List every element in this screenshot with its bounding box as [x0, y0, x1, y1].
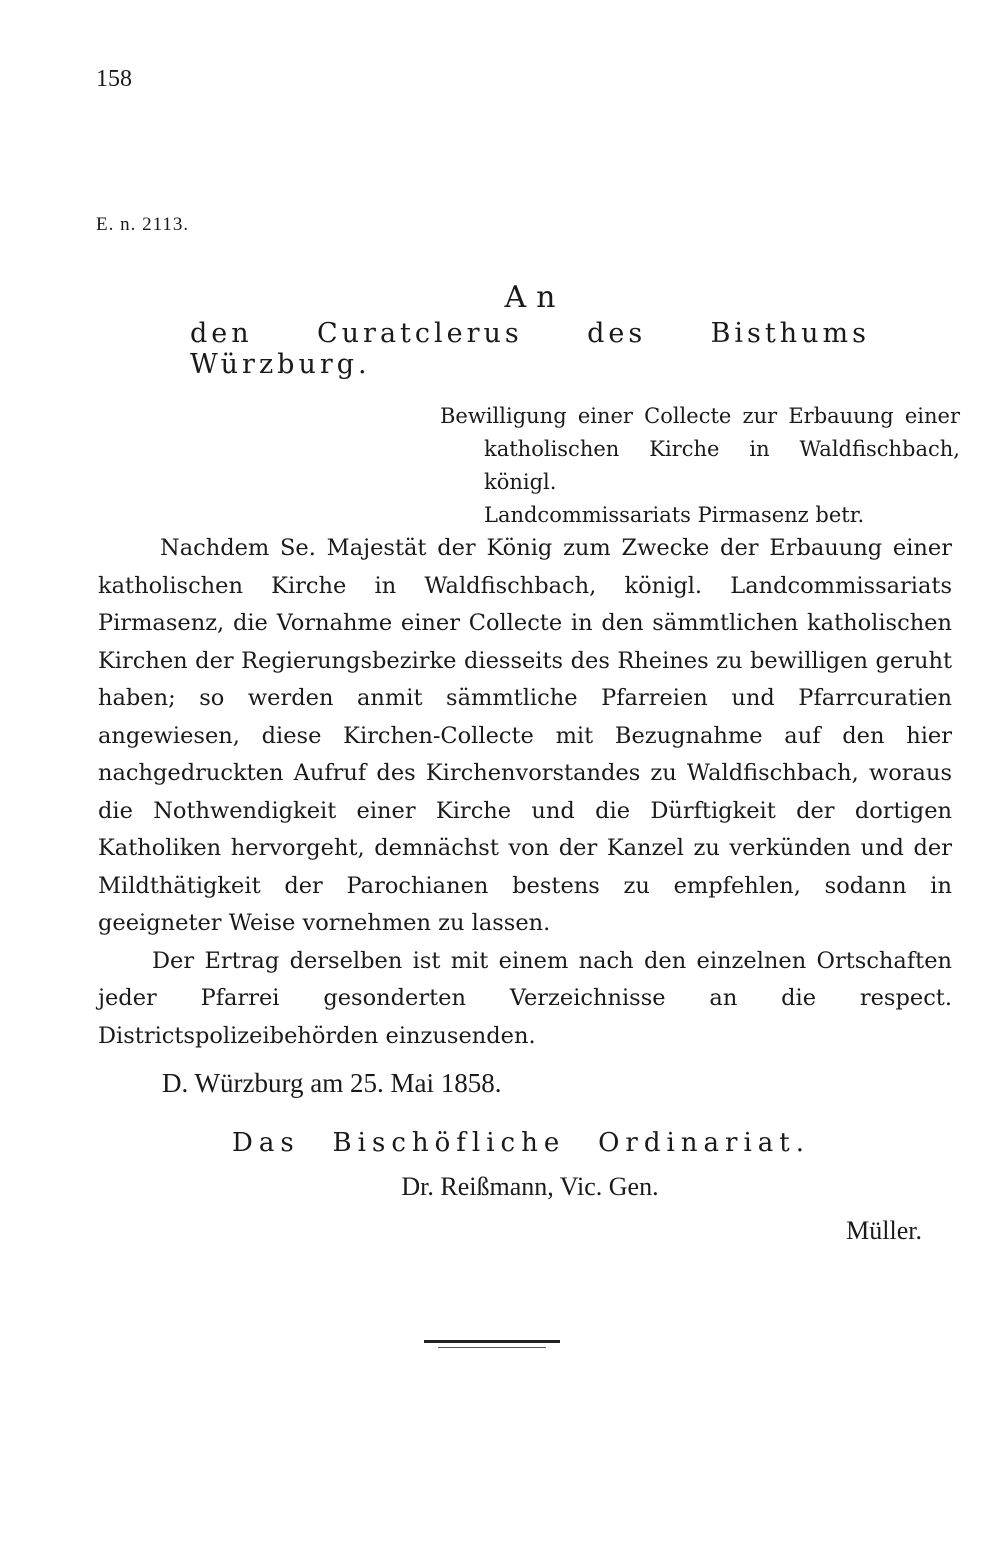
subject-line-1: Bewilligung einer Collecte zur Erbauung einer [440, 404, 960, 428]
page-number: 158 [96, 66, 132, 92]
address-heading: An [504, 280, 566, 315]
signature-office: Das Bischöfliche Ordinariat. [232, 1128, 810, 1158]
body-paragraph-1: Nachdem Se. Majestät der König zum Zwecke der Erbauung einer katholischen Kirche in Waldfischbach, königl. Landcommissariats Pirmasenz, die Vornahme einer Collecte in den sämmtlichen katholischen Kirchen der Regierungsbezirke diesseits des Rheines zu bewilligen geruht haben; so werden anmit sämmtliche Pfarreien und Pfarrcuratien angewiesen, diese Kirchen-Collecte mit Bezugnahme auf den hier nachgedruckten Aufruf des Kirchenvorstandes zu Waldfischbach, woraus die Nothwendigkeit einer Kirche und die Dürftigkeit der dortigen Katholiken hervorgeht, demnächst von der Kanzel zu verkünden und der Mildthätigkeit der Parochianen bestens zu empfehlen, sodann in geeigneter Weise vornehmen zu lassen. [98, 535, 952, 936]
closing-rule-thin [438, 1347, 546, 1348]
signature-name: Dr. Reißmann, Vic. Gen. [401, 1172, 659, 1201]
body-paragraph-2: Der Ertrag derselben ist mit einem nach den einzelnen Ortschaften jeder Pfarrei gesonderten Verzeichnisse an die respect. Districtspolizeibehörden einzusenden. [98, 947, 952, 1049]
dateline: D. Würzburg am 25. Mai 1858. [162, 1068, 502, 1098]
reference-number: E. n. 2113. [96, 214, 190, 235]
subject-line-3: Landcommissariats Pirmasenz betr. [484, 503, 865, 527]
closing-rule [424, 1340, 560, 1343]
body-text [98, 530, 952, 1055]
signature-secretary: Müller. [846, 1216, 922, 1245]
address-recipient: den Curatclerus des Bisthums Würzburg. [190, 318, 870, 380]
subject-line-2: katholischen Kirche in Waldfischbach, königl. [484, 437, 960, 494]
subject-block [440, 400, 960, 532]
